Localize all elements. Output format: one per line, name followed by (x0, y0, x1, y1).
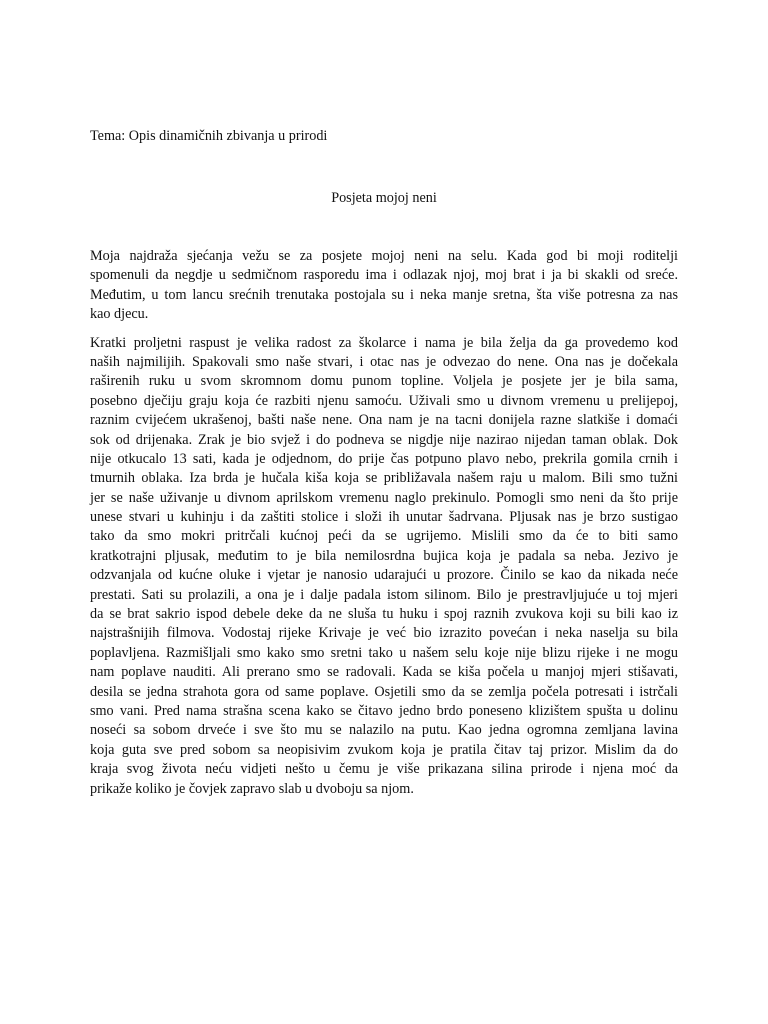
text-line: nije otkucalo 13 sati, kada je odjednom, do prije čas potpuno plavo nebo, prekrila gomila crnih i (90, 450, 678, 467)
text-line: kao djecu. (90, 306, 149, 323)
text-line: poplavljena. Razmišljali smo kako smo sretni tako u našem selu koje nije blizu rijeke i ne mogu (90, 644, 678, 661)
text-line: raznim cvijećem ukrašenoj, bašti naše nene. Ona nam je na tacni donijela razne slatkiše i domaći (90, 412, 678, 429)
text-line: Međutim, u tom lancu srećnih trenutaka postojala su i neka manje sretna, šta više potresna za nas (90, 286, 678, 303)
paragraph-1 (90, 247, 678, 325)
text-line: tmurnih oblaka. Iza brda je hučala kiša koja se približavala našem raju u malom. Bili smo tužni (90, 470, 678, 487)
topic-line: Tema: Opis dinamičnih zbivanja u prirodi (90, 128, 328, 144)
text-line: kratkotrajni pljusak, međutim to je bila nemilosrdna bujica koja je padala sa neba. Jezivo je (90, 547, 678, 564)
text-line: Moja najdraža sjećanja vežu se za posjete mojoj neni na selu. Kada god bi moji roditelji (90, 248, 678, 264)
text-line: jer se naše uživanje u divnom aprilskom vremenu naglo prekinulo. Pomogli smo neni da što prije (90, 489, 678, 506)
text-line: sok od drijenaka. Zrak je bio svjež i do podneva se nigdje nije nazirao nijedan taman oblak. Dok (90, 431, 678, 448)
text-line: naših najmilijih. Spakovali smo naše stvari, i otac nas je odvezao do nene. Ona nas je dočekala (90, 353, 678, 370)
text-line: nam poplave nauditi. Ali prerano smo se radovali. Kada se kiša počela u manjoj mjeri stišavati, (90, 664, 678, 681)
text-line: najstrašnijih filmova. Vodostaj rijeke Krivaje je već bio izrazito povećan i neka naselja su bila (90, 625, 678, 642)
text-line: kraja svog života neću vidjeti nešto u čemu je više prikazana silina prirode i njena moć da (90, 761, 678, 778)
text-line: spomenuli da negdje u sedmičnom rasporedu ima i odlazak njoj, moj brat i ja bi skakli od sreće. (90, 267, 678, 284)
text-line: tako da smo mokri pritrčali kućnoj peći da se ugrijemo. Mislili smo da će to biti samo (90, 528, 678, 545)
text-line: noseći sa sobom drveće i sve što mu se nalazilo na putu. Kao jedna ogromna zemljana lavina (90, 722, 678, 739)
text-line: unese stvari u kuhinju i da zaštiti stolice i složi ih unutar šadrvana. Pljusak nas je brzo sustigao (90, 509, 678, 526)
text-line: smo vani. Pred nama strašna scena kako se čitavo jedno brdo poneseno klizištem spušta u dolinu (90, 702, 678, 719)
text-line: posebno dječiju graju koja će razbiti njenu samoću. Uživali smo u divnom vremenu u prelijepoj, (90, 392, 678, 409)
essay-title: Posjeta mojoj neni (331, 190, 437, 206)
text-line: odzvanjala od kućne oluke i vjetar je nanosio udarajući u prozore. Činilo se kao da nikada neće (90, 567, 678, 584)
text-line: koja guta sve pred sobom sa neopisivim zvukom koja je pratila čitav taj prizor. Mislim da do (90, 741, 678, 758)
text-line: desila se jedna strahota gora od same poplave. Osjetili smo da se zemlja počela potresati i istrčali (90, 683, 678, 700)
text-line: Kratki proljetni raspust je velika radost za školarce i nama je bila želja da ga provedemo kod (90, 334, 678, 351)
essay-body (90, 247, 678, 799)
text-line: raširenih ruku u svom skromnom domu punom topline. Voljela je posjete jer je bila sama, (90, 373, 678, 390)
paragraph-2 (90, 334, 678, 799)
text-line: da se brat sakrio ispod debele deke da ne sluša tu huku i spoj raznih zvukova koji su bili kao iz (90, 606, 678, 623)
text-line: prikaže koliko je čovjek zapravo slab u dvoboju sa njom. (90, 780, 414, 797)
text-line: prestati. Sati su prolazili, a ona je i dalje padala istom silinom. Bilo je prestravljujuće u toj mjeri (90, 586, 678, 603)
